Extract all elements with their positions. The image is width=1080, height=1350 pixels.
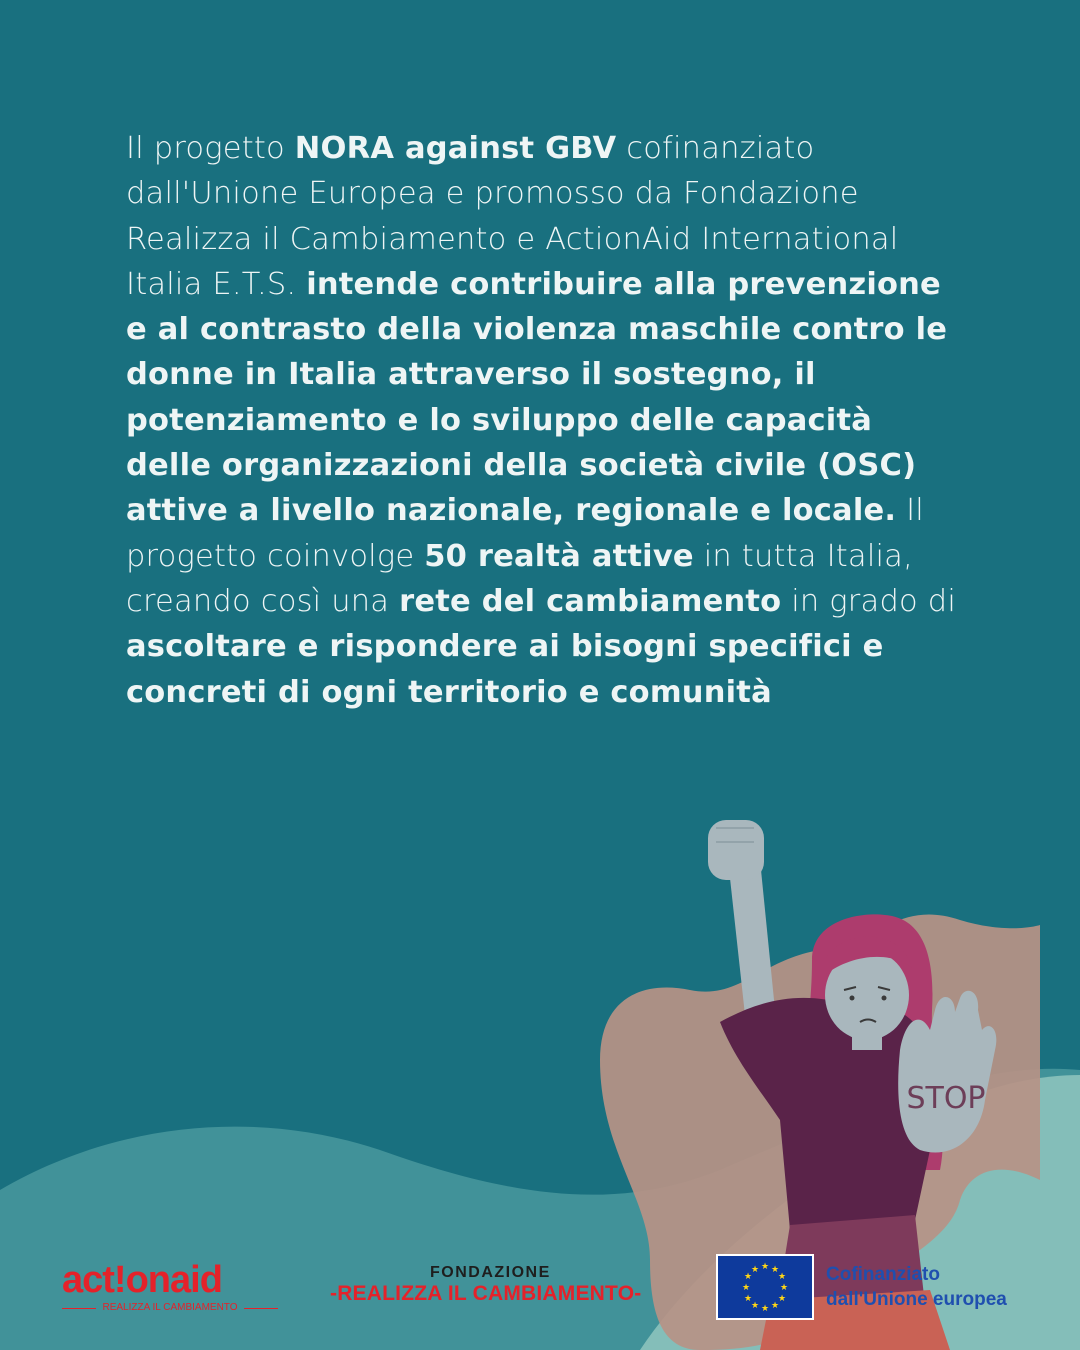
- svg-text:★: ★: [779, 1283, 789, 1293]
- fondazione-label: FONDAZIONE: [430, 1264, 551, 1281]
- fondazione-logo: [330, 1264, 670, 1314]
- eu-flag-icon: [716, 1254, 814, 1320]
- partner-logos: [0, 1250, 1080, 1330]
- svg-text:★: ★: [770, 1265, 780, 1275]
- actionaid-tagline: REALIZZA IL CAMBIAMENTO: [62, 1302, 278, 1314]
- fondazione-name: -REALIZZA IL CAMBIAMENTO-: [330, 1282, 642, 1305]
- actionaid-logo: [62, 1260, 282, 1320]
- eu-caption-line1: Cofinanziato: [826, 1264, 940, 1285]
- text-segment-bold: rete del cambiamento: [399, 583, 782, 619]
- svg-text:★: ★: [760, 1262, 770, 1272]
- actionaid-wordmark: act!onaid: [62, 1259, 222, 1301]
- text-segment-bold: ascoltare e rispondere ai bisogni specifici e concreti di ogni territorio e comunità: [126, 629, 884, 710]
- svg-text:★: ★: [743, 1272, 753, 1282]
- svg-text:★: ★: [777, 1294, 787, 1304]
- svg-text:★: ★: [770, 1301, 780, 1311]
- svg-text:★: ★: [743, 1294, 753, 1304]
- text-segment-bold: intende contribuire alla prevenzione e al contrasto della violenza maschile contro le donne in Italia attraverso il sostegno, il potenziamento e lo sviluppo delle capacità delle organizzazioni della società civile (OSC) attive a livello nazionale, regionale e locale.: [126, 266, 948, 529]
- text-segment-bold: NORA against GBV: [294, 131, 617, 166]
- svg-text:★: ★: [760, 1304, 770, 1314]
- svg-text:★: ★: [750, 1265, 760, 1275]
- text-segment: Il progetto: [126, 131, 295, 166]
- svg-text:★: ★: [741, 1283, 751, 1293]
- eu-caption: [826, 1262, 1007, 1312]
- text-segment: in grado di: [781, 583, 956, 619]
- text-segment: cofinanziato dall'Unione Europea e promosso da Fondazione Realizza il Cambiamento e ActionAid International Italia E.T.S.: [126, 131, 899, 302]
- text-segment: in tutta Italia, creando così una: [126, 538, 913, 619]
- svg-text:★: ★: [777, 1272, 787, 1282]
- eu-caption-line2: dall'Unione europea: [826, 1289, 1007, 1310]
- text-segment-bold: 50 realtà attive: [424, 538, 694, 574]
- text-segment: Il progetto coinvolge: [126, 493, 924, 574]
- stop-sign-text: STOP: [906, 1081, 986, 1116]
- eu-cofunding-logo: [716, 1254, 1056, 1324]
- svg-text:★: ★: [750, 1301, 760, 1311]
